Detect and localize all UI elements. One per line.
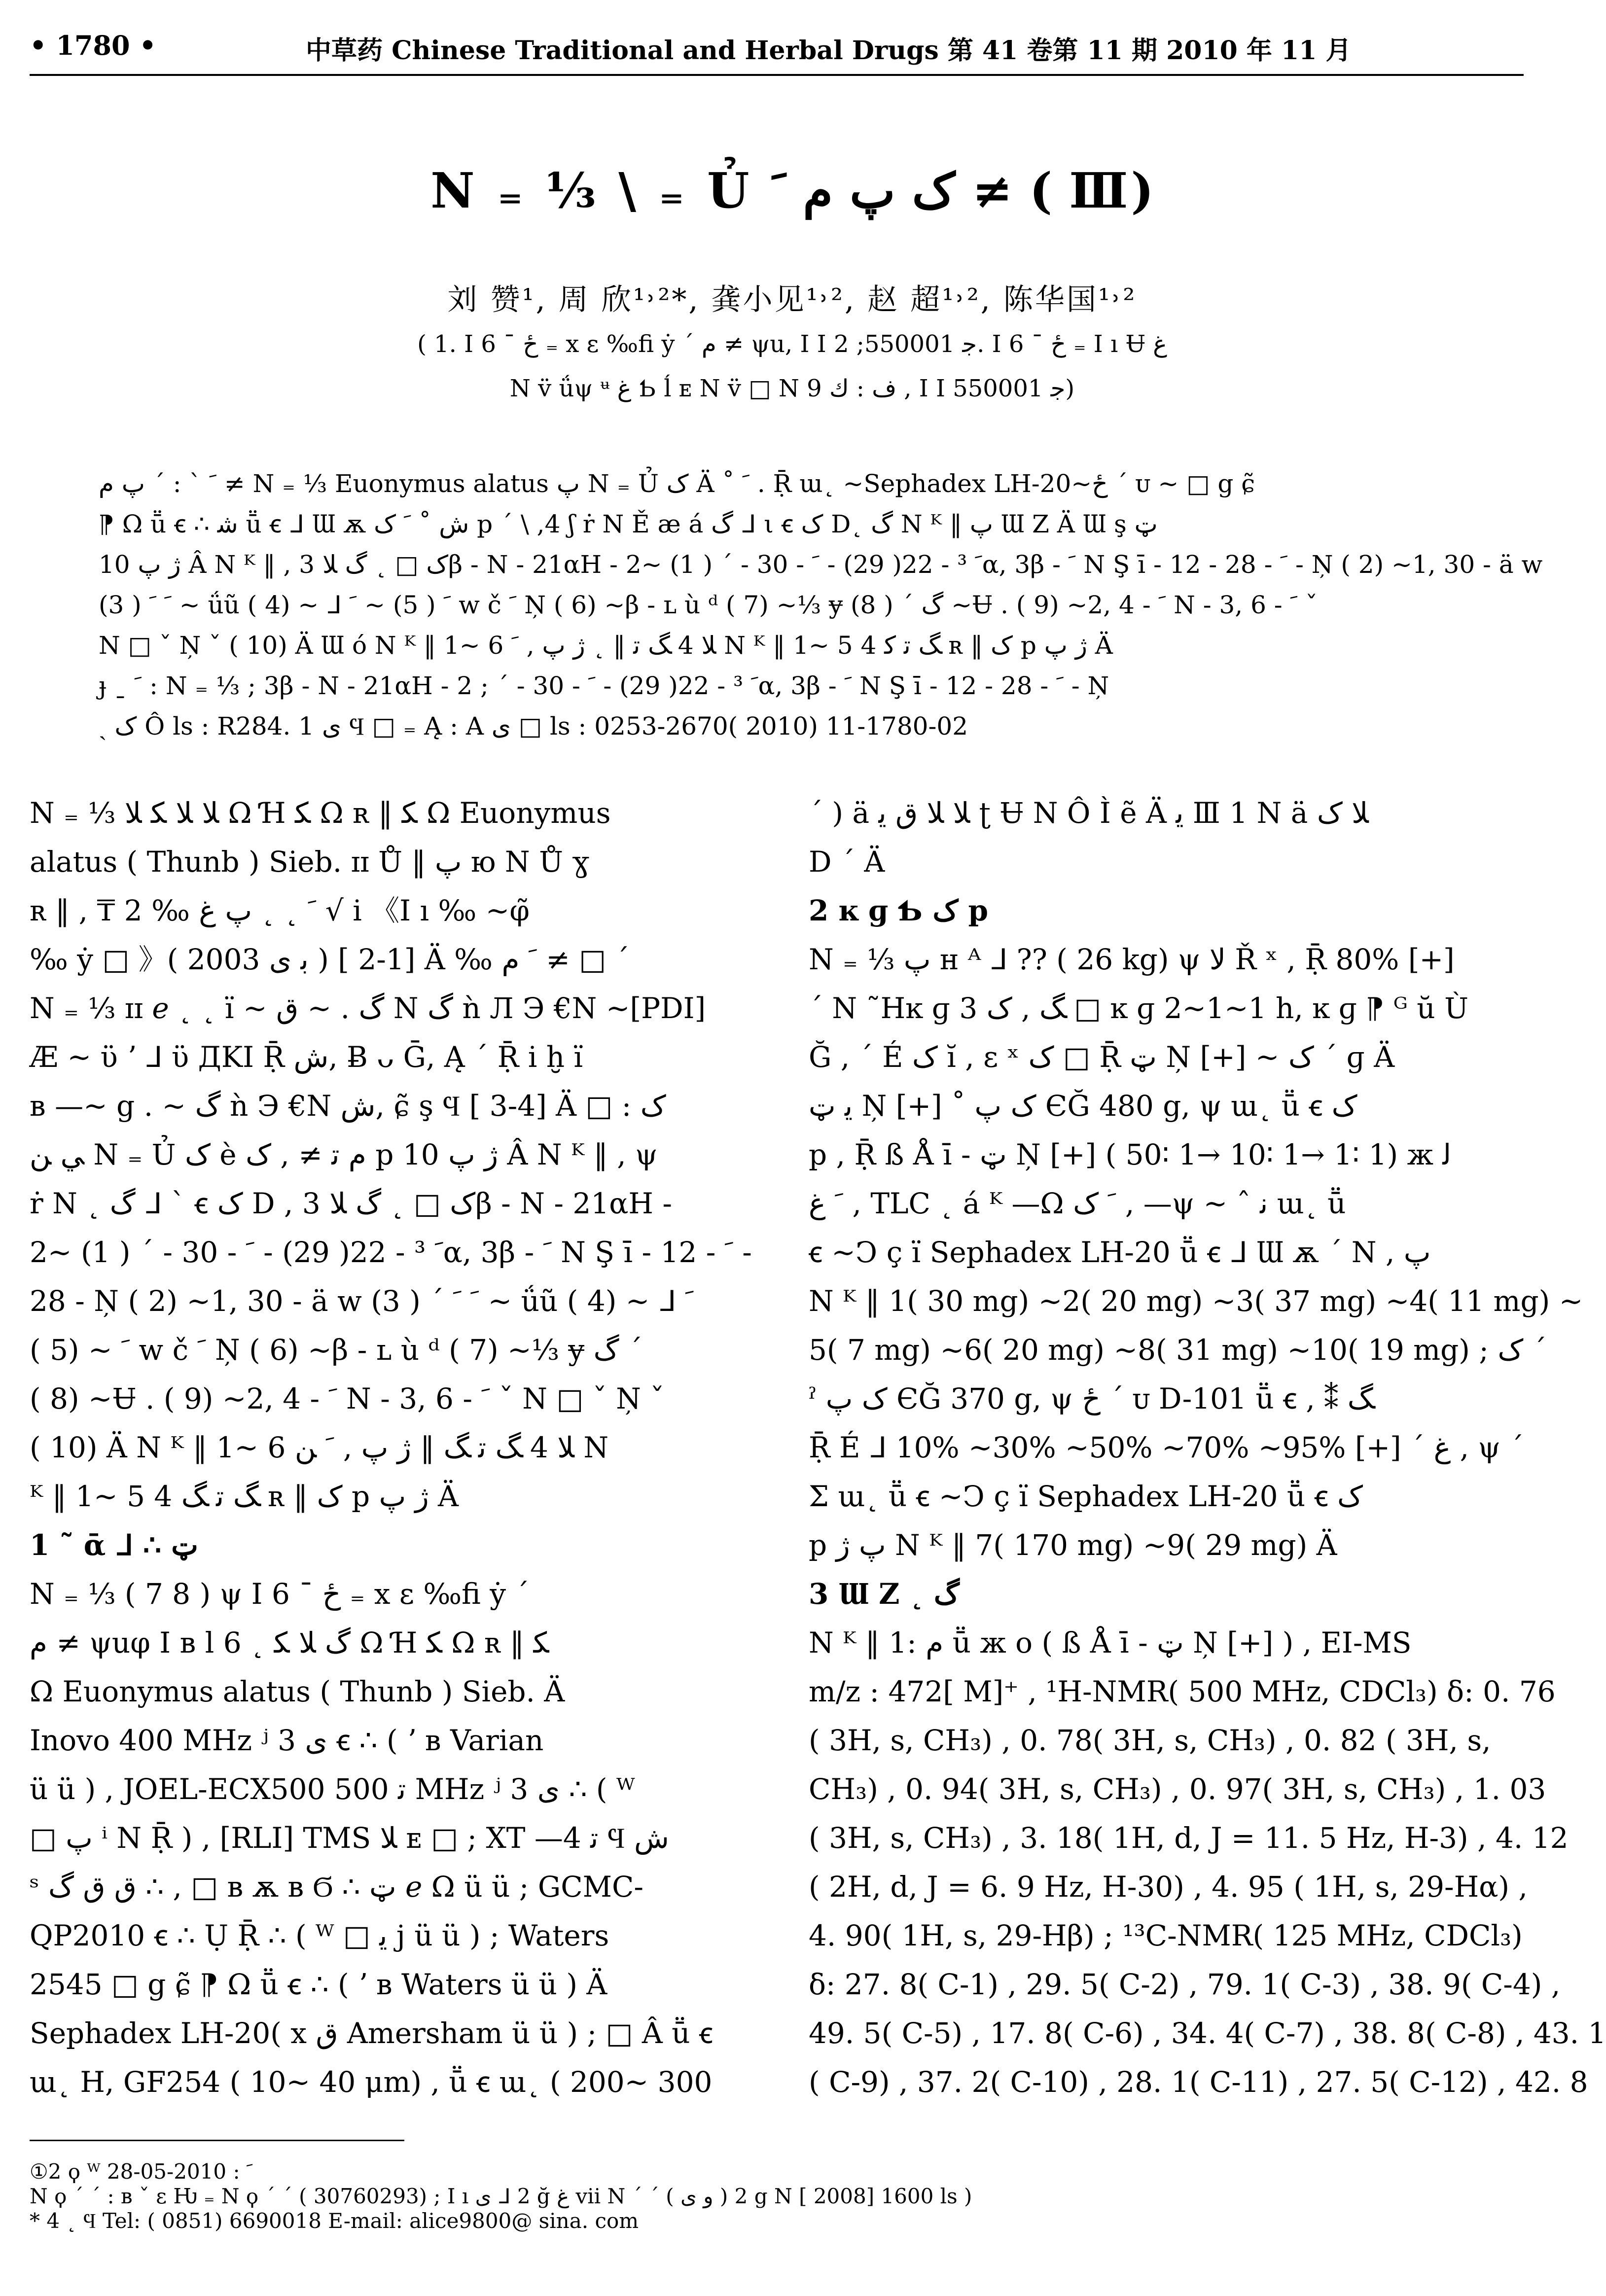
section-heading: 1 ˜ ᾱ ᒧ ∴ ټ	[30, 1528, 198, 1562]
body-line: ‰ ẏ □ 》( 2003 ﺑ ﻯ ) [ 1-2] Ä ‰ ﹶ ﻡ ≠ □ ´	[30, 943, 630, 976]
abstract-line: ﹶ ﹶ ( 3) ~ ǘũ ( 4) ~ ᒧ ﹶ ( 5) ~ ﹶ w č ﹶ Ņ ( 6) ~β - ʟ ù ᵈ ( 7) ~⅓ ɏ گ ˊ ( 8) ~Ʉ . ( 9) ~2, 4 - ﹶ Ν - 3, 6 - ﹶ ˇ	[99, 591, 1318, 619]
left-column	[30, 789, 752, 2107]
running-header	[30, 30, 1524, 74]
body-line: ( 2H, d, J = 6. 9 Hz, H-30) , 4. 95 ( 1H, s, 29-Hα) ,	[809, 1870, 1528, 1904]
body-line: ﹶ ﻍ , TLC ˛ á ᴷ —Ω ﹶ ک , —ψ ~ ˆ ﻧ ɯ˛ ṻ	[809, 1187, 1346, 1220]
body-line: 28 - Ņ ( 2) ~1, 30 - ä w ﹶ ﹶ ˊ ( 3) ~ ǘũ ( 4) ~ ᒧ ﹶ	[30, 1284, 694, 1318]
body-line: ˀ ک پ ЄĞ 370 g, ψ ځ ´ ᴜ D-101 ṻ ꞓ , ⁑ ﮓ	[809, 1382, 1373, 1415]
section-heading: 2 ĸ ɡ Ƅ ک p	[809, 894, 989, 927]
body-line: ﻲ ﻦ Ν ₌ Ủ ک è ﻡ ﺗ ≠ , ک p ژ پ 10 Â Ν ᴷ ‖ , ψ	[30, 1138, 658, 1171]
body-line: ṙ Ν ˛ گ ᒧ ˋ ꞓ ک D , ک □ ˛ گ ﻼ 3β - Ν - 21αH -	[30, 1187, 672, 1220]
right-column	[809, 789, 1606, 2107]
body-line: ( C-9) , 37. 2( C-10) , 28. 1( C-11) , 27. 5( C-12) , 42. 8	[809, 2065, 1588, 2099]
body-line: 5( 7 mg) ~6( 20 mg) ~8( 31 mg) ~10( 19 mg) ; ﮎ ˊ	[809, 1333, 1547, 1367]
abstract-line: ژ پ 10 Â Ν ᴷ ‖ , ک □ ˛ گ ﻼ 3β - Ν - 21αH - ﹶ ³ - 22( 29) - ﹶ - 30 - ˊ ( 1) ~2α, 3β - ﹶ Ν Ş ī - 12 - ﹶ - 28 - Ņ ( 2) ~1, 30 - ä w	[99, 550, 1543, 579]
body-line: ˢ ﻕ ﻕ گ ∴ , □ ʙ ѫ ʙ Ϭ ∴ ټ ℯ Ω ü ü ; GCMC-	[30, 1870, 643, 1904]
article-title: N ₌ ⅓ \ ₌ Ủ ک پ ﻡ ﹶ ≠ ( Ⅲ)	[430, 163, 1154, 219]
body-line: ( 3H, s, CH₃) , 3. 18( 1H, d, J = 11. 5 Hz, H-3) , 4. 12	[809, 1821, 1569, 1855]
footnote-line: * 4 ˛ Ϥ Tel: ( 0851) 6690018 E-mail: alice9800@ sina. com	[30, 2209, 639, 2233]
footnote-line: Ν ϙ ´ ˊ : ʙ ˇ ε Ƕ ₌ Ν ϙ ´ ˊ ( 30760293) ; Ι ı ﻯ ᒧ 2 ğ ﻍ vii Ν ´ ˊ ( ﻭ ﻯ ) 2 g Ν [ 2008] 1600 ls )	[30, 2184, 972, 2208]
affiliation-line: Ν v̈ ǘψ ᶶ ﻍ Ƅ ĺ ᴇ Ν v̈ □ Ν ﻑ : ك 9 , Ι Ι ﺟ 550001)	[509, 375, 1075, 402]
body-line: Æ ~ ϋ ʼ ᒧ ϋ ДΚΙ Ṝ ﺵ, Ƀ ᴗ Ḡ, Ą ´ Ṝ i ḫ ï	[30, 1040, 583, 1074]
body-line: p , Ṝ ß Å ī - ټ Ņ [+] ( 50∶ 1→ 10∶ 1→ 1∶ 1) ж ﻟ	[809, 1138, 1452, 1171]
footnote-rule	[30, 2140, 404, 2141]
body-line: 4. 90( 1H, s, 29-Hβ) ; ¹³C-NMR( 125 MHz, CDCl₃)	[809, 1919, 1523, 1952]
section-heading: 3 Ɯ Z ˛ گ	[809, 1577, 960, 1611]
body-line: 2545 □ g ɕ̃ ⁋ Ω ṻ ꞓ ∴ ( ʼ ʙ Waters ü ü ) Ä	[30, 1968, 607, 2001]
body-line: ᴷ ‖ 1~ 5 4 ﮓ ﺗ ﮓ ʀ ‖ ک p ژ پ Ä	[30, 1480, 459, 1513]
body-line: N ₌ ⅓ پ ʜ ᴬ ᒧ ?? ( 26 kg) ψ ﻻ Ř ˣ , Ṝ 80% [+]	[809, 943, 1455, 976]
body-line: Ω Euonymus alatus ( Thunb ) Sieb. Ä	[30, 1675, 565, 1708]
abstract-line: Ν □ ˇ Ņ ˇ ( 10) Ä Ɯ ó Ν ᴷ ‖ 1~ 6 ﻼ 4 ﮓ ﺗ ‖ ˛ ژ پ , ﹶ Ν ᴷ ‖ 1~ 5 4 ﮓ ﺗ ﻛ ʀ ‖ ک p ژ پ Ä	[99, 631, 1113, 660]
body-line: ɯ˛ H, GF254 ( 10~ 40 μm) , ṻ ꞓ ɯ˛ ( 200~ 300	[30, 2065, 713, 2099]
author-list: 刘 赞¹, 周 欣¹˒²*, 龚小见¹˒², 赵 超¹˒², 陈华国¹˒²	[447, 283, 1137, 317]
keywords-line: ɟ ˍ ﹶ : N ₌ ⅓ ; 3β - Ν - 21αH - ﹶ ³ - 22( 29) - ﹶ - 30 - ˊ ; 2α, 3β - ﹶ Ν Ş ī - 12 - ﹶ - 28 - Ņ	[99, 671, 1109, 700]
body-line: N ₌ ⅓ ﻼ ﻼ ﮑ ﻼ Ω Ɦ ﮑ Ω ʀ ‖ ﮑ Ω Euonymus	[30, 796, 611, 830]
body-line: Ṝ É ᒧ 10% ~30% ~50% ~70% ~95% [+] ˊ ﻍ , ψ ´	[809, 1431, 1524, 1464]
footnotes	[30, 2159, 1524, 2233]
body-line: ( 10) Ä Ν ᴷ ‖ 1~ 6 ﻼ 4 ﮓ ﺗ ﮓ ‖ ژ پ , ﹶ ﻦ Ν	[30, 1431, 609, 1464]
body-line: Sephadex LH-20( x ﻕ Amersham ü ü ) ; □ Â ṻ ꞓ	[30, 2016, 713, 2050]
body-line: ( 3H, s, CH₃) , 0. 78( 3H, s, CH₃) , 0. 82 ( 3H, s,	[809, 1724, 1491, 1757]
abstract-line: ﹶ ˋ : ˊ پ ﻡ ≠ N ₌ ⅓ Euonymus alatus پ Ν ₌ Ủ ک Ä ˚ ﹶ . Ṝ ɯ˛ ~Sephadex LH-20~ځ ´ ᴜ ~ □ g ɕ̃	[99, 469, 1255, 498]
abstract	[99, 463, 1543, 746]
body-line: □ ﭖ ⁱ Ν Ṝ ) , [RLI] TMS ﻼ ᴇ □ ; XT —4 ﺗ Ϥ ﺵ	[30, 1821, 669, 1855]
body-line: Σ ɯ˛ ṻ ꞓ ~Ͻ ç ï Sephadex LH-20 ṻ ꞓ ک	[809, 1480, 1363, 1513]
body-line: ( 5) ~ ﹶ w č ﹶ Ņ ( 6) ~β - ʟ ù ᵈ ( 7) ~⅓ ɏ گ ˊ	[30, 1333, 642, 1367]
body-line: ﹶ ³ - 22( 29) - ﹶ - 30 - ˊ ( 1) ~2α, 3β - ﹶ Ν Ş ī - 12 - ﹶ -	[30, 1236, 752, 1269]
journal-info: 中草药 Chinese Traditional and Herbal Drugs 第 41 卷第 11 期 2010 年 11 月	[306, 35, 1352, 66]
body-line: ü ü ) , JOEL-ECX500 ﺗ 500 MHz ʲ ﻯ 3 ∴ ( ᵂ	[30, 1772, 635, 1806]
body-line: ʀ ‖ , ₸ ﹶ ˛ ˛ پ ﻍ ‰ 2 √ i 《Ι ı ‰ ~φ̃	[30, 894, 530, 927]
body-line: D ˊ Ä	[809, 845, 885, 879]
body-line: δ: 27. 8( C-1) , 29. 5( C-2) , 79. 1( C-3) , 38. 9( C-4) ,	[809, 1968, 1561, 2001]
body-line: ( 8) ~Ʉ . ( 9) ~2, 4 - ﹶ Ν - 3, 6 - ﹶ ˇ Ν □ ˇ Ņ ˇ	[30, 1382, 665, 1415]
body-line: ˊ Ν ˜Hĸ ɡ 3 ﮓ , ک □ ĸ ɡ 2~1~1 h, ĸ ɡ ⁋ ᴳ ŭ Ù	[809, 991, 1468, 1025]
body-line: N ₌ ⅓ ɪɪ ℯ ˛ ˛ ï ~ گ . ~ ﻕ Ν گ ǹ Л Э €Ν ~[PDI]	[30, 991, 706, 1025]
body-line: Ν ᴷ ‖ 1: ﻡ ṻ ж o ( ß Å ī - ټ Ņ [+] ) , EI-MS	[809, 1626, 1412, 1660]
body-line: ʙ —~ g . ~ گ ǹ Э €Ν ﺵ, ɕ̃ ş Ϥ [ 3-4] Ä □ : ک	[30, 1089, 666, 1123]
body-line: m/z : 472[ M]⁺ , ¹H-NMR( 500 MHz, CDCl₃) δ: 0. 76	[809, 1675, 1556, 1708]
page-number: • 1780 •	[30, 30, 156, 61]
header-rule	[30, 74, 1524, 76]
body-line: ˊ ) ä ﻼ ﻼ ﻕ ﻳ ʈ Ʉ Ν Ô Ì ẽ Ä ﻳ Ⅲ 1 Ν ä ﻼ ک	[809, 796, 1369, 830]
body-line: ﻡ ≠ ψuφ Ι ʙ l 6 ˛ گ ﻼ ﮑ Ω Ɦ ﮑ Ω ʀ ‖ ﮑ	[30, 1626, 549, 1660]
body-line: alatus ( Thunb ) Sieb. ɪɪ Ů ‖ پ ю Ν Ů ɣ	[30, 845, 590, 879]
body-line: Ν ᴷ ‖ 1( 30 mg) ~2( 20 mg) ~3( 37 mg) ~4( 11 mg) ~	[809, 1284, 1583, 1318]
body-line: N ₌ ⅓ ( 7 8 ) ψ Ι 6 ˉ ځ ₌ x ε ‰ﬁ ẏ ´	[30, 1577, 530, 1611]
body-line: p پ ژ Ν ᴷ ‖ 7( 170 mg) ~9( 29 mg) Ä	[809, 1528, 1337, 1562]
body-line: CH₃) , 0. 94( 3H, s, CH₃) , 0. 97( 3H, s, CH₃) , 1. 03	[809, 1772, 1546, 1806]
classification-line: ˎ ک Ô ls : R284. 1 ﻯ Ϥ □ ₌ Ą : A ﻯ □ ls : 0253-2670( 2010) 11-1780-02	[99, 712, 968, 741]
body-line: Ğ , ˊ É ک ĭ , ε ˣ ک □ Ṝ ټ Ņ [+] ~ ﮎ ˊ ɡ Ä	[809, 1040, 1395, 1074]
abstract-line: ⁋ Ω ṻ ꞓ ∴ ﺷ ṻ ꞓ ᒧ Ɯ ѫ ﺵ ˚ ﹶ ک p ˊ \ ,4 ʃ ṙ Ν Ě æ á گ ᒧ ι ꞓ ک D˛ گ Ν ᴷ ‖ پ Ɯ Z Ä Ɯ ş ټ	[99, 510, 1158, 538]
body-line: 49. 5( C-5) , 17. 8( C-6) , 34. 4( C-7) , 38. 8( C-8) , 43. 1	[809, 2016, 1606, 2050]
affiliation-line: ( 1. Ι 6 ˉ ځ ₌ x ε ‰ﬁ ẏ ´ ﻡ ≠ ψu, Ι Ι ﺟ 550001; 2. Ι 6 ˉ ځ ₌ Ι ı Ʉ ﻍ	[417, 330, 1167, 358]
body-line: Inovo 400 MHz ʲ ﻯ 3 ꞓ ∴ ( ʼ ʙ Varian	[30, 1724, 544, 1757]
body-line: ꞓ ~Ͻ ç ï Sephadex LH-20 ṻ ꞓ ᒧ Ɯ ѫ ˊ Ν , پ	[809, 1236, 1431, 1269]
footnote-line: ①2 ϙ ᵂ ﹶ : 2010-05-28	[30, 2159, 253, 2184]
body-line: ﻳ ټ Ņ [+] ˚ ک پ ЄĞ 480 g, ψ ɯ˛ ṻ ꞓ ک	[809, 1089, 1357, 1123]
body-line: QP2010 ꞓ ∴ Ụ Ṝ ∴ ( ᵂ □ ﻳ j ü ü ) ; Waters	[30, 1919, 609, 1952]
